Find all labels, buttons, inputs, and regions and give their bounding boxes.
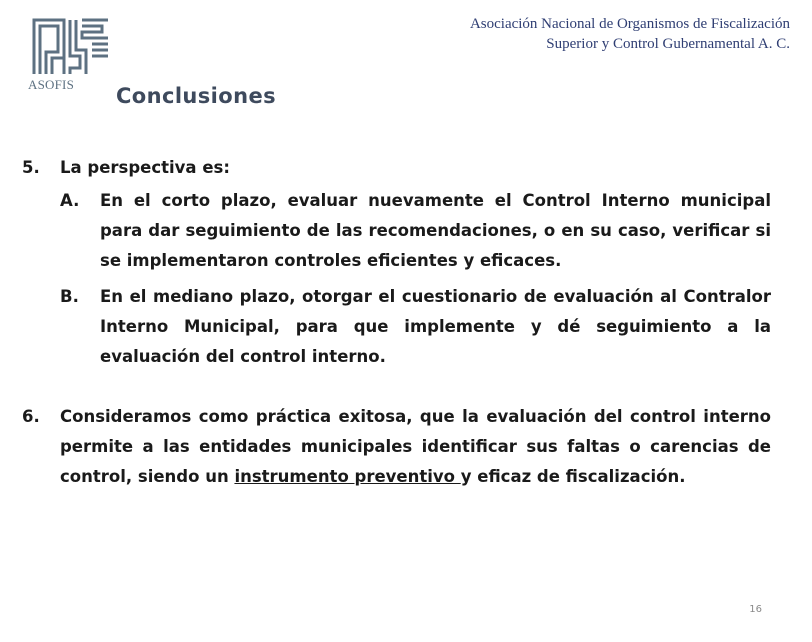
conclusions-list (22, 153, 771, 492)
asofis-logo (24, 12, 116, 94)
asofis-logo-icon (24, 12, 116, 82)
list-item-5 (22, 153, 771, 183)
organization-name (470, 14, 790, 54)
subitem-b (60, 282, 771, 372)
subitem-text: En el mediano plazo, otorgar el cuestionario de evaluación al Contralor Interno Municipal, para que implemente y dé seguimiento a la evaluación del control interno. (100, 287, 771, 366)
logo-caption: ASOFIS (28, 77, 74, 92)
org-line-1: Asociación Nacional de Organismos de Fiscalización (469, 16, 790, 32)
subitem-text: En el corto plazo, evaluar nuevamente el Control Interno municipal para dar seguimiento de las recomendaciones, o en su caso, verificar si se implementaron controles eficientes y eficaces. (100, 191, 771, 270)
underlined-phrase: instrumento preventivo (234, 467, 461, 486)
subitem-letter: A. (60, 191, 80, 210)
subitem-a (60, 186, 771, 276)
item-number: 6. (22, 407, 40, 426)
item-text-before: Consideramos como práctica exitosa, que la evaluación del control interno permite a las entidades municipales identificar sus faltas o carencias de control, siendo un (60, 407, 771, 486)
org-line-2: Superior y Control Gubernamental A. C. (546, 36, 790, 52)
list-item-6 (22, 402, 771, 492)
item-text: La perspectiva es: (60, 158, 230, 177)
item-number: 5. (22, 158, 40, 177)
page-title: Conclusiones (116, 84, 277, 108)
item-text (60, 402, 771, 492)
item-text-after: y eficaz de fiscalización. (460, 467, 686, 486)
subitem-letter: B. (60, 287, 79, 306)
page-number: 16 (749, 604, 762, 615)
